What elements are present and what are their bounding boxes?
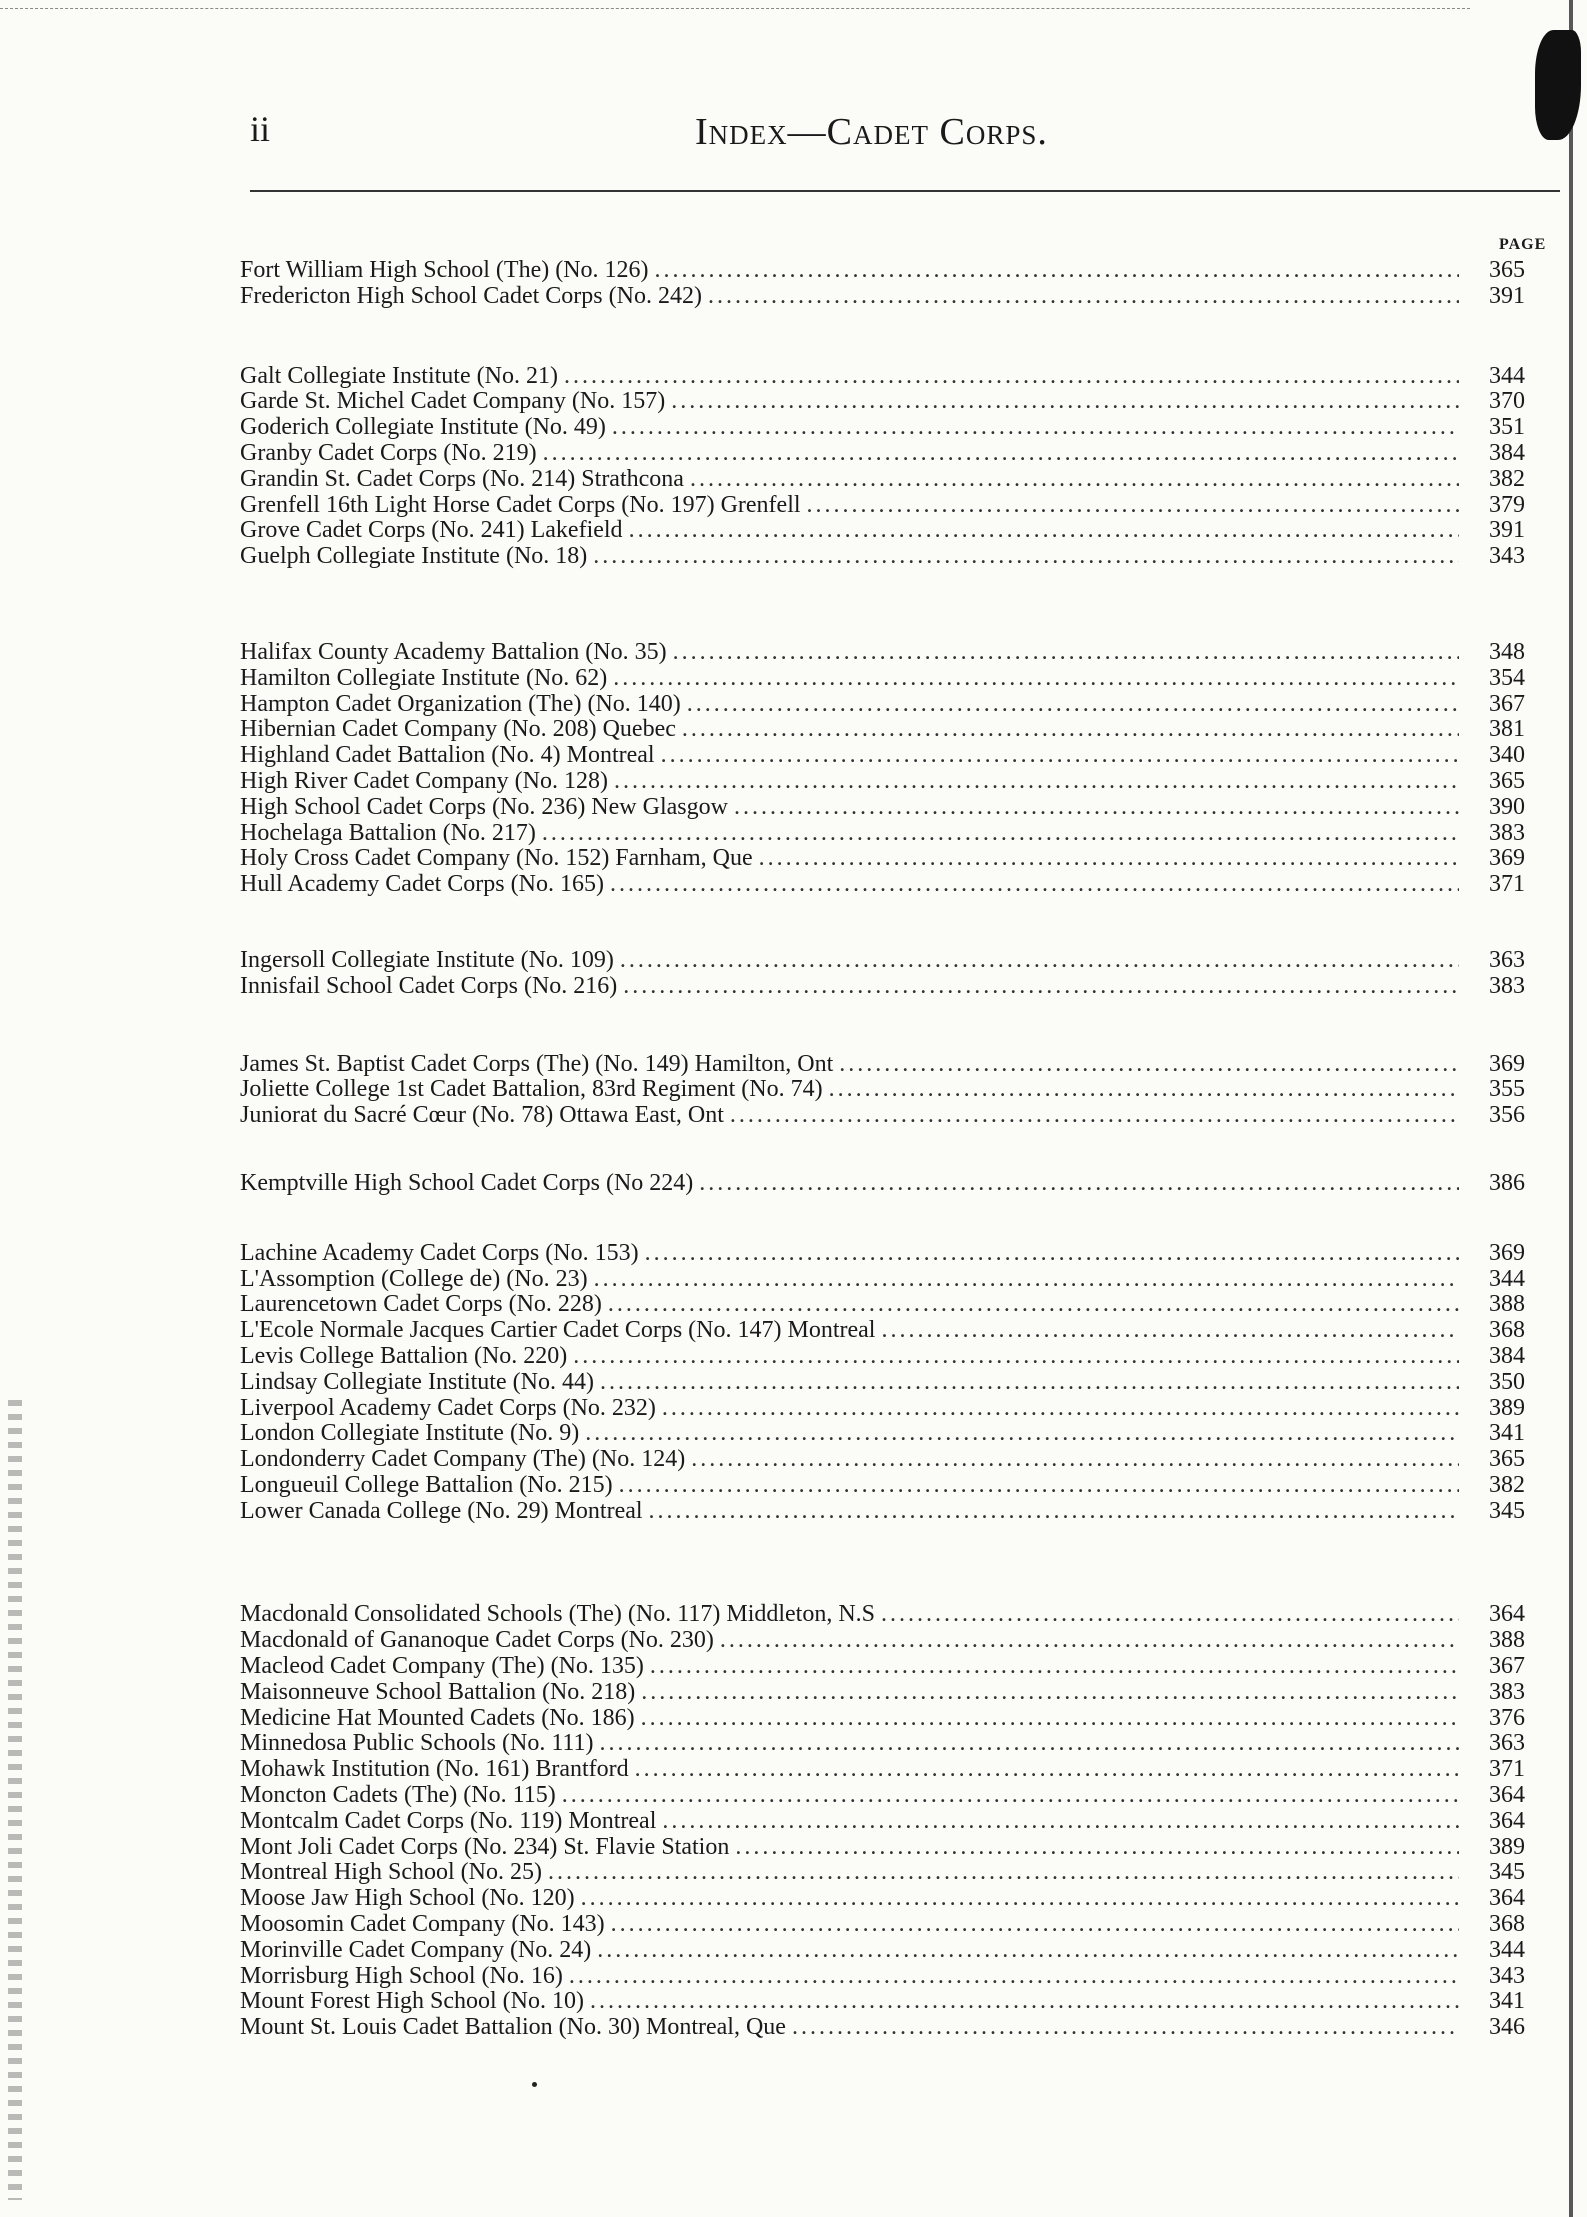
index-group xyxy=(240,258,1525,310)
entry-page: 344 xyxy=(1489,1265,1525,1292)
index-group xyxy=(240,1602,1525,2041)
entry-name: Mont Joli Cadet Corps (No. 234) St. Flavie Station xyxy=(240,1833,730,1860)
dot-leader xyxy=(635,1757,1459,1783)
index-entry xyxy=(240,769,1525,795)
entry-name: Lindsay Collegiate Institute (No. 44) xyxy=(240,1368,594,1395)
index-entry xyxy=(240,1912,1525,1938)
index-entry xyxy=(240,1654,1525,1680)
index-entry xyxy=(240,846,1525,872)
dot-leader xyxy=(691,1447,1459,1473)
dot-leader xyxy=(593,544,1459,570)
entry-page: 384 xyxy=(1489,439,1525,466)
entry-page: 364 xyxy=(1489,1782,1525,1809)
entry-name: Laurencetown Cadet Corps (No. 228) xyxy=(240,1291,602,1318)
scan-margin-artifact xyxy=(8,1400,22,2200)
entry-name: Holy Cross Cadet Company (No. 152) Farnham, Que xyxy=(240,845,753,872)
entry-page: 368 xyxy=(1489,1911,1525,1938)
index-list xyxy=(240,258,1525,2041)
entry-name: Highland Cadet Battalion (No. 4) Montreal xyxy=(240,742,655,769)
entry-page: 354 xyxy=(1489,664,1525,691)
entry-page: 371 xyxy=(1489,1756,1525,1783)
dot-leader xyxy=(597,1938,1459,1964)
entry-name: Macdonald Consolidated Schools (The) (No. 117) Middleton, N.S xyxy=(240,1601,876,1628)
entry-page: 369 xyxy=(1489,845,1525,872)
dot-leader xyxy=(690,467,1459,493)
dot-leader xyxy=(829,1077,1459,1103)
entry-page: 343 xyxy=(1489,543,1525,570)
entry-name: Joliette College 1st Cadet Battalion, 83rd Regiment (No. 74) xyxy=(240,1076,823,1103)
index-entry xyxy=(240,821,1525,847)
entry-page: 384 xyxy=(1489,1342,1525,1369)
entry-name: London Collegiate Institute (No. 9) xyxy=(240,1420,580,1447)
dot-leader xyxy=(594,1267,1459,1293)
entry-name: Fredericton High School Cadet Corps (No. 242) xyxy=(240,282,702,309)
dot-leader xyxy=(562,1783,1459,1809)
entry-name: Hampton Cadet Organization (The) (No. 140) xyxy=(240,690,681,717)
page-number: ii xyxy=(250,109,271,149)
entry-page: 365 xyxy=(1489,1446,1525,1473)
dot-leader xyxy=(611,1912,1459,1938)
dot-leader xyxy=(581,1886,1459,1912)
index-entry xyxy=(240,1318,1525,1344)
dot-leader xyxy=(543,441,1459,467)
entry-page: 379 xyxy=(1489,491,1525,518)
scan-top-rule xyxy=(0,8,1470,9)
entry-page: 383 xyxy=(1489,1678,1525,1705)
index-entry xyxy=(240,1370,1525,1396)
entry-page: 344 xyxy=(1489,1936,1525,1963)
entry-page: 345 xyxy=(1489,1859,1525,1886)
entry-page: 371 xyxy=(1489,871,1525,898)
index-entry xyxy=(240,1077,1525,1103)
dot-leader xyxy=(650,1654,1459,1680)
index-entry xyxy=(240,284,1525,310)
index-entry xyxy=(240,1757,1525,1783)
dot-leader xyxy=(641,1680,1459,1706)
entry-name: Guelph Collegiate Institute (No. 18) xyxy=(240,543,588,570)
dot-leader xyxy=(585,1421,1459,1447)
entry-name: Minnedosa Public Schools (No. 111) xyxy=(240,1730,594,1757)
entry-name: Macdonald of Gananoque Cadet Corps (No. 230) xyxy=(240,1627,714,1654)
entry-name: Mount Forest High School (No. 10) xyxy=(240,1988,584,2015)
dot-leader xyxy=(734,795,1459,821)
dot-leader xyxy=(687,692,1459,718)
entry-name: Garde St. Michel Cadet Company (No. 157) xyxy=(240,388,666,415)
entry-name: Lachine Academy Cadet Corps (No. 153) xyxy=(240,1239,639,1266)
entry-name: Maisonneuve School Battalion (No. 218) xyxy=(240,1678,636,1705)
entry-name: L'Ecole Normale Jacques Cartier Cadet Corps (No. 147) Montreal xyxy=(240,1317,876,1344)
index-entry xyxy=(240,1421,1525,1447)
index-group xyxy=(240,948,1525,1000)
header-rule xyxy=(250,190,1560,192)
dot-leader xyxy=(542,821,1459,847)
index-entry xyxy=(240,1964,1525,1990)
dot-leader xyxy=(671,389,1459,415)
dot-leader xyxy=(682,717,1459,743)
dot-leader xyxy=(662,1396,1459,1422)
entry-page: 355 xyxy=(1489,1076,1525,1103)
entry-name: Galt Collegiate Institute (No. 21) xyxy=(240,362,558,389)
entry-name: Londonderry Cadet Company (The) (No. 124) xyxy=(240,1446,686,1473)
index-entry xyxy=(240,1499,1525,1525)
entry-page: 388 xyxy=(1489,1291,1525,1318)
page-title: Index—Cadet Corps. xyxy=(695,111,1048,153)
entry-name: Halifax County Academy Battalion (No. 35) xyxy=(240,638,667,665)
dot-leader xyxy=(612,415,1459,441)
entry-page: 344 xyxy=(1489,362,1525,389)
entry-name: Moncton Cadets (The) (No. 115) xyxy=(240,1782,556,1809)
entry-page: 370 xyxy=(1489,388,1525,415)
entry-name: Liverpool Academy Cadet Corps (No. 232) xyxy=(240,1394,656,1421)
index-entry xyxy=(240,1103,1525,1129)
page-column-label: PAGE xyxy=(1499,236,1547,253)
entry-name: Hull Academy Cadet Corps (No. 165) xyxy=(240,871,604,898)
dot-leader xyxy=(641,1706,1459,1732)
index-group xyxy=(240,640,1525,898)
dot-leader xyxy=(649,1499,1459,1525)
index-entry xyxy=(240,1886,1525,1912)
entry-name: Montcalm Cadet Corps (No. 119) Montreal xyxy=(240,1807,657,1834)
entry-name: Grenfell 16th Light Horse Cadet Corps (No. 197) Grenfell xyxy=(240,491,801,518)
page-header xyxy=(250,108,1560,168)
index-entry xyxy=(240,974,1525,1000)
entry-page: 383 xyxy=(1489,972,1525,999)
index-entry xyxy=(240,717,1525,743)
dot-leader xyxy=(613,666,1459,692)
dot-leader xyxy=(708,284,1459,310)
index-entry xyxy=(240,743,1525,769)
index-entry xyxy=(240,1680,1525,1706)
dot-leader xyxy=(573,1344,1459,1370)
entry-page: 382 xyxy=(1489,465,1525,492)
dot-leader xyxy=(807,493,1459,519)
index-entry xyxy=(240,364,1525,390)
entry-page: 348 xyxy=(1489,638,1525,665)
entry-name: Innisfail School Cadet Corps (No. 216) xyxy=(240,972,618,999)
entry-page: 363 xyxy=(1489,946,1525,973)
entry-page: 350 xyxy=(1489,1368,1525,1395)
index-entry xyxy=(240,1731,1525,1757)
index-entry xyxy=(240,544,1525,570)
entry-page: 390 xyxy=(1489,793,1525,820)
index-entry xyxy=(240,1447,1525,1473)
entry-name: Hochelaga Battalion (No. 217) xyxy=(240,819,536,846)
index-entry xyxy=(240,493,1525,519)
index-entry xyxy=(240,795,1525,821)
entry-page: 389 xyxy=(1489,1833,1525,1860)
entry-page: 367 xyxy=(1489,1653,1525,1680)
entry-name: Morinville Cadet Company (No. 24) xyxy=(240,1936,592,1963)
index-entry xyxy=(240,441,1525,467)
entry-page: 365 xyxy=(1489,767,1525,794)
dot-leader xyxy=(673,640,1459,666)
index-entry xyxy=(240,518,1525,544)
entry-name: Ingersoll Collegiate Institute (No. 109) xyxy=(240,946,614,973)
entry-name: Grandin St. Cadet Corps (No. 214) Strathcona xyxy=(240,465,684,492)
index-entry xyxy=(240,389,1525,415)
index-entry xyxy=(240,415,1525,441)
index-entry xyxy=(240,1860,1525,1886)
index-entry xyxy=(240,258,1525,284)
entry-name: Levis College Battalion (No. 220) xyxy=(240,1342,568,1369)
index-group xyxy=(240,1171,1525,1197)
entry-page: 376 xyxy=(1489,1704,1525,1731)
dot-leader xyxy=(792,2015,1459,2041)
entry-page: 351 xyxy=(1489,414,1525,441)
index-entry xyxy=(240,1783,1525,1809)
index-entry xyxy=(240,1292,1525,1318)
dot-leader xyxy=(699,1171,1459,1197)
index-entry xyxy=(240,1052,1525,1078)
index-entry xyxy=(240,1396,1525,1422)
index-entry xyxy=(240,1171,1525,1197)
entry-name: Grove Cadet Corps (No. 241) Lakefield xyxy=(240,517,623,544)
dot-leader xyxy=(881,1602,1459,1628)
entry-name: Moosomin Cadet Company (No. 143) xyxy=(240,1911,605,1938)
dot-leader xyxy=(759,846,1459,872)
entry-page: 391 xyxy=(1489,517,1525,544)
entry-name: Kemptville High School Cadet Corps (No 224) xyxy=(240,1169,694,1196)
scan-binding-edge xyxy=(1559,0,1587,2217)
entry-page: 346 xyxy=(1489,2014,1525,2041)
index-entry xyxy=(240,692,1525,718)
entry-page: 364 xyxy=(1489,1807,1525,1834)
entry-name: Macleod Cadet Company (The) (No. 135) xyxy=(240,1653,644,1680)
entry-page: 388 xyxy=(1489,1627,1525,1654)
index-entry xyxy=(240,1628,1525,1654)
entry-page: 341 xyxy=(1489,1420,1525,1447)
entry-page: 345 xyxy=(1489,1497,1525,1524)
entry-page: 364 xyxy=(1489,1885,1525,1912)
entry-name: Lower Canada College (No. 29) Montreal xyxy=(240,1497,643,1524)
dot-leader xyxy=(614,769,1459,795)
index-entry xyxy=(240,1706,1525,1732)
entry-page: 382 xyxy=(1489,1471,1525,1498)
dot-leader xyxy=(610,872,1459,898)
dot-leader xyxy=(564,364,1459,390)
dot-leader xyxy=(661,743,1459,769)
index-entry xyxy=(240,467,1525,493)
dot-leader xyxy=(608,1292,1459,1318)
index-group xyxy=(240,364,1525,570)
entry-page: 383 xyxy=(1489,819,1525,846)
entry-page: 389 xyxy=(1489,1394,1525,1421)
entry-name: Mohawk Institution (No. 161) Brantford xyxy=(240,1756,629,1783)
index-entry xyxy=(240,1241,1525,1267)
dot-leader xyxy=(881,1318,1459,1344)
index-entry xyxy=(240,1809,1525,1835)
index-entry xyxy=(240,1267,1525,1293)
index-entry xyxy=(240,1989,1525,2015)
dot-leader xyxy=(623,974,1459,1000)
entry-name: Morrisburg High School (No. 16) xyxy=(240,1962,563,1989)
index-group xyxy=(240,1241,1525,1525)
ink-speck xyxy=(532,2082,537,2087)
entry-name: High School Cadet Corps (No. 236) New Glasgow xyxy=(240,793,728,820)
entry-page: 386 xyxy=(1489,1169,1525,1196)
dot-leader xyxy=(662,1809,1459,1835)
entry-name: High River Cadet Company (No. 128) xyxy=(240,767,608,794)
entry-page: 340 xyxy=(1489,742,1525,769)
index-entry xyxy=(240,640,1525,666)
index-entry xyxy=(240,1835,1525,1861)
entry-name: Hibernian Cadet Company (No. 208) Quebec xyxy=(240,716,676,743)
index-entry xyxy=(240,872,1525,898)
dot-leader xyxy=(655,258,1459,284)
entry-name: Moose Jaw High School (No. 120) xyxy=(240,1885,575,1912)
entry-name: Mount St. Louis Cadet Battalion (No. 30) Montreal, Que xyxy=(240,2014,786,2041)
dot-leader xyxy=(720,1628,1459,1654)
entry-name: Longueuil College Battalion (No. 215) xyxy=(240,1471,613,1498)
entry-page: 369 xyxy=(1489,1239,1525,1266)
entry-page: 363 xyxy=(1489,1730,1525,1757)
entry-name: Goderich Collegiate Institute (No. 49) xyxy=(240,414,606,441)
dot-leader xyxy=(730,1103,1459,1129)
index-entry xyxy=(240,1938,1525,1964)
dot-leader xyxy=(629,518,1459,544)
dot-leader xyxy=(600,1370,1459,1396)
dot-leader xyxy=(600,1731,1459,1757)
dot-leader xyxy=(735,1835,1459,1861)
entry-name: L'Assomption (College de) (No. 23) xyxy=(240,1265,588,1292)
index-entry xyxy=(240,948,1525,974)
dot-leader xyxy=(569,1964,1459,1990)
entry-page: 343 xyxy=(1489,1962,1525,1989)
dot-leader xyxy=(839,1052,1459,1078)
entry-page: 391 xyxy=(1489,282,1525,309)
entry-page: 341 xyxy=(1489,1988,1525,2015)
dot-leader xyxy=(620,948,1459,974)
entry-name: Montreal High School (No. 25) xyxy=(240,1859,542,1886)
entry-page: 369 xyxy=(1489,1050,1525,1077)
entry-name: Juniorat du Sacré Cœur (No. 78) Ottawa East, Ont xyxy=(240,1102,724,1129)
dot-leader xyxy=(645,1241,1459,1267)
entry-name: Granby Cadet Corps (No. 219) xyxy=(240,439,537,466)
entry-page: 364 xyxy=(1489,1601,1525,1628)
entry-page: 381 xyxy=(1489,716,1525,743)
index-group xyxy=(240,1052,1525,1129)
index-entry xyxy=(240,2015,1525,2041)
dot-leader xyxy=(548,1860,1459,1886)
entry-page: 368 xyxy=(1489,1317,1525,1344)
entry-page: 367 xyxy=(1489,690,1525,717)
index-entry xyxy=(240,1344,1525,1370)
dot-leader xyxy=(590,1989,1459,2015)
entry-name: Hamilton Collegiate Institute (No. 62) xyxy=(240,664,608,691)
entry-name: Medicine Hat Mounted Cadets (No. 186) xyxy=(240,1704,635,1731)
index-entry xyxy=(240,1602,1525,1628)
index-entry xyxy=(240,666,1525,692)
index-entry xyxy=(240,1473,1525,1499)
entry-page: 356 xyxy=(1489,1102,1525,1129)
dot-leader xyxy=(619,1473,1459,1499)
entry-page: 365 xyxy=(1489,257,1525,283)
entry-name: Fort William High School (The) (No. 126) xyxy=(240,257,649,283)
entry-name: James St. Baptist Cadet Corps (The) (No. 149) Hamilton, Ont xyxy=(240,1050,834,1077)
